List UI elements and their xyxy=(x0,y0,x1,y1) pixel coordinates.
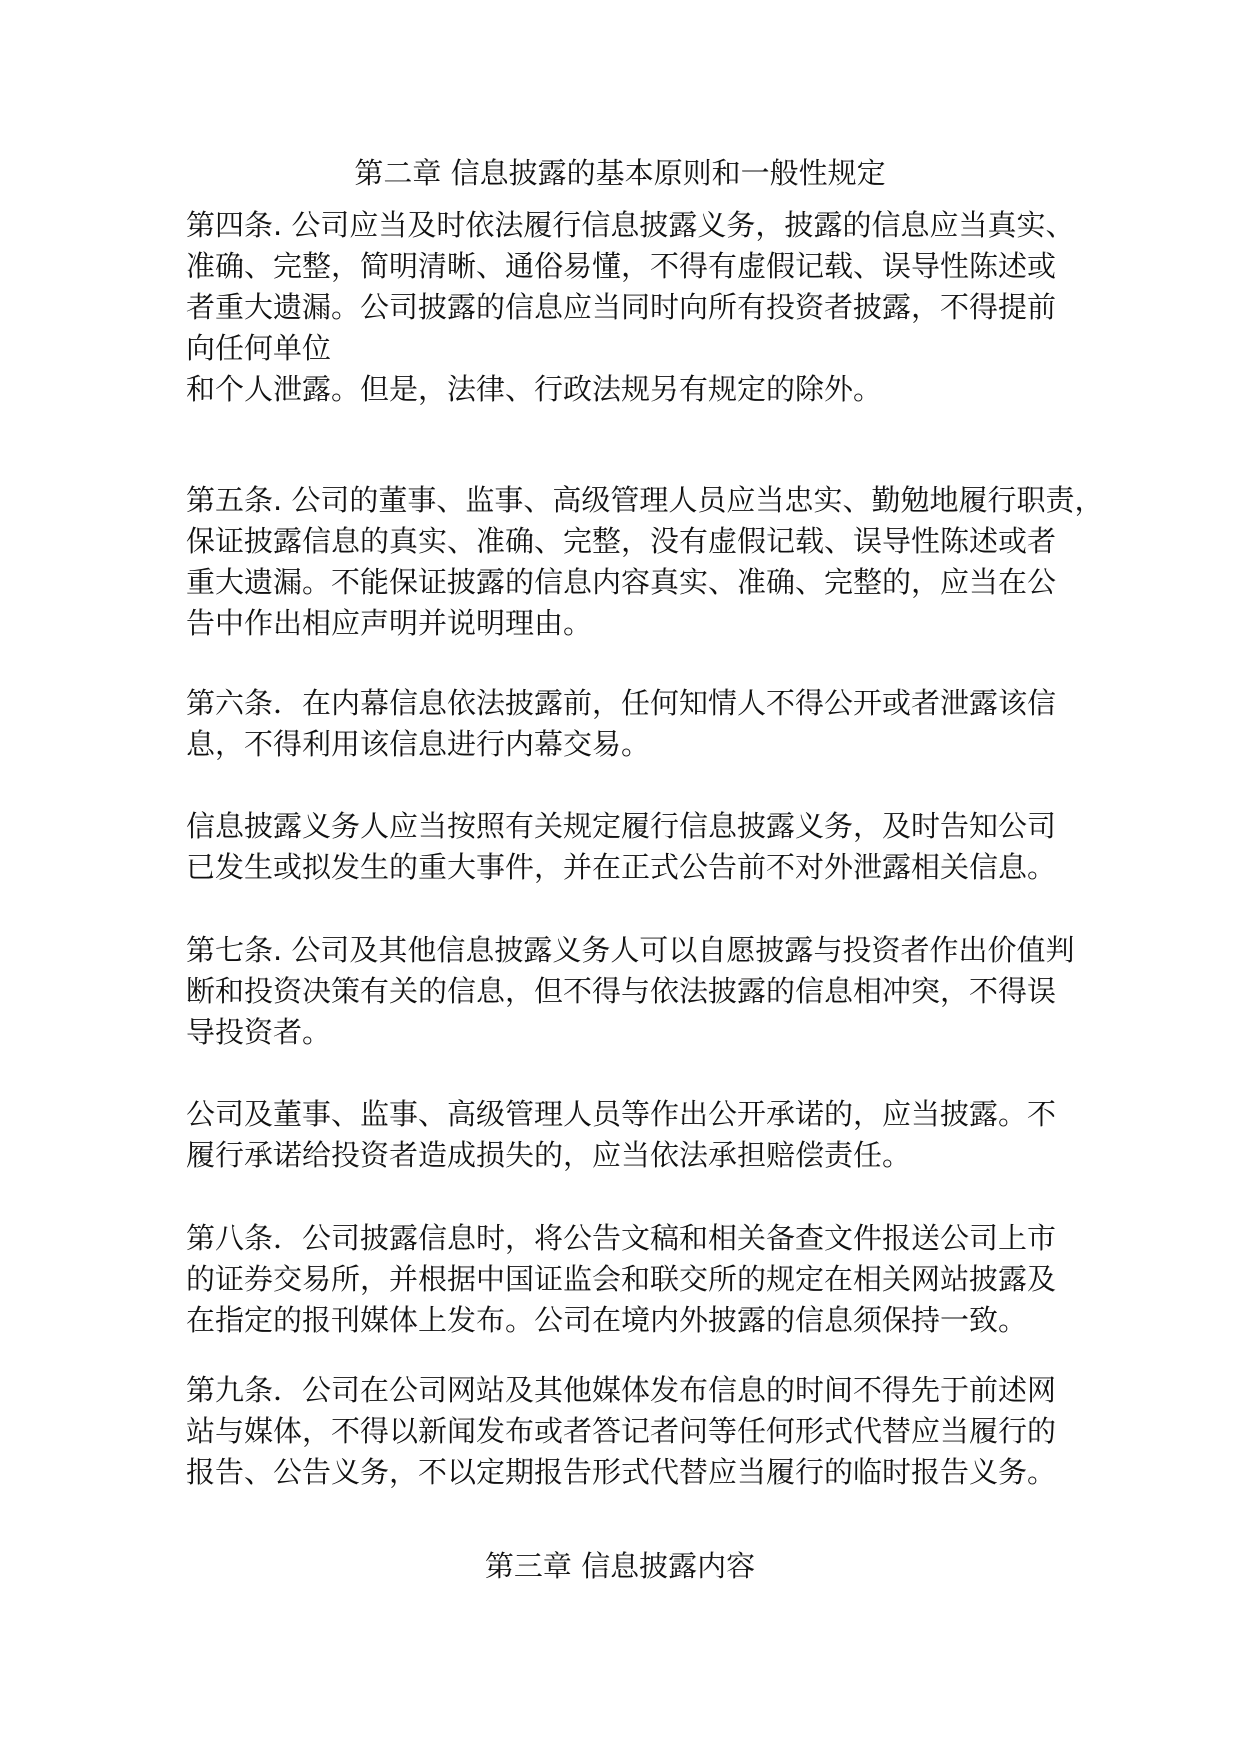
chapter-3-heading: 第三章 信息披露内容 xyxy=(484,1549,756,1583)
text-line: 公司及董事、监事、高级管理人员等作出公开承诺的，应当披露。不 xyxy=(186,1097,1057,1131)
text-line: 站与媒体，不得以新闻发布或者答记者问等任何形式代替应当履行的 xyxy=(186,1414,1057,1448)
text-line: 在指定的报刊媒体上发布。公司在境内外披露的信息须保持一致。 xyxy=(186,1303,1028,1337)
article-8-paragraph xyxy=(186,1218,1106,1341)
text-line: 第四条. 公司应当及时依法履行信息披露义务，披露的信息应当真实、 xyxy=(186,208,1075,242)
text-line: 向任何单位 xyxy=(186,331,332,365)
text-line: 息，不得利用该信息进行内幕交易。 xyxy=(186,727,651,761)
text-line: 导投资者。 xyxy=(186,1015,332,1049)
text-line: 第六条．在内幕信息依法披露前，任何知情人不得公开或者泄露该信 xyxy=(186,686,1057,720)
article-5-paragraph xyxy=(186,480,1106,644)
text-line: 者重大遗漏。公司披露的信息应当同时向所有投资者披露，不得提前 xyxy=(186,290,1057,324)
text-line: 第五条. 公司的董事、监事、高级管理人员应当忠实、勤勉地履行职责， xyxy=(186,483,1104,517)
text-line: 第七条. 公司及其他信息披露义务人可以自愿披露与投资者作出价值判 xyxy=(186,933,1075,967)
text-line: 第八条．公司披露信息时，将公告文稿和相关备查文件报送公司上市 xyxy=(186,1221,1057,1255)
text-line: 的证券交易所，并根据中国证监会和联交所的规定在相关网站披露及 xyxy=(186,1262,1057,1296)
text-line: 保证披露信息的真实、准确、完整，没有虚假记载、误导性陈述或者 xyxy=(186,524,1057,558)
text-line: 报告、公告义务，不以定期报告形式代替应当履行的临时报告义务。 xyxy=(186,1455,1057,1489)
chapter-2-heading: 第二章 信息披露的基本原则和一般性规定 xyxy=(354,156,886,190)
disclosure-obligor-paragraph xyxy=(186,806,1106,888)
text-line: 履行承诺给投资者造成损失的，应当依法承担赔偿责任。 xyxy=(186,1138,912,1172)
text-line: 信息披露义务人应当按照有关规定履行信息披露义务，及时告知公司 xyxy=(186,809,1057,843)
article-7-paragraph xyxy=(186,930,1106,1053)
text-line: 第九条．公司在公司网站及其他媒体发布信息的时间不得先于前述网 xyxy=(186,1373,1057,1407)
text-line: 和个人泄露。但是，法律、行政法规另有规定的除外。 xyxy=(186,372,883,406)
text-line: 准确、完整，简明清晰、通俗易懂，不得有虚假记载、误导性陈述或 xyxy=(186,249,1057,283)
text-line: 告中作出相应声明并说明理由。 xyxy=(186,606,593,640)
text-line: 断和投资决策有关的信息，但不得与依法披露的信息相冲突，不得误 xyxy=(186,974,1057,1008)
article-4-paragraph xyxy=(186,205,1106,410)
public-commitment-paragraph xyxy=(186,1094,1106,1176)
text-line: 重大遗漏。不能保证披露的信息内容真实、准确、完整的，应当在公 xyxy=(186,565,1057,599)
text-line: 已发生或拟发生的重大事件，并在正式公告前不对外泄露相关信息。 xyxy=(186,850,1057,884)
article-6-paragraph xyxy=(186,683,1106,765)
article-9-paragraph xyxy=(186,1370,1106,1493)
